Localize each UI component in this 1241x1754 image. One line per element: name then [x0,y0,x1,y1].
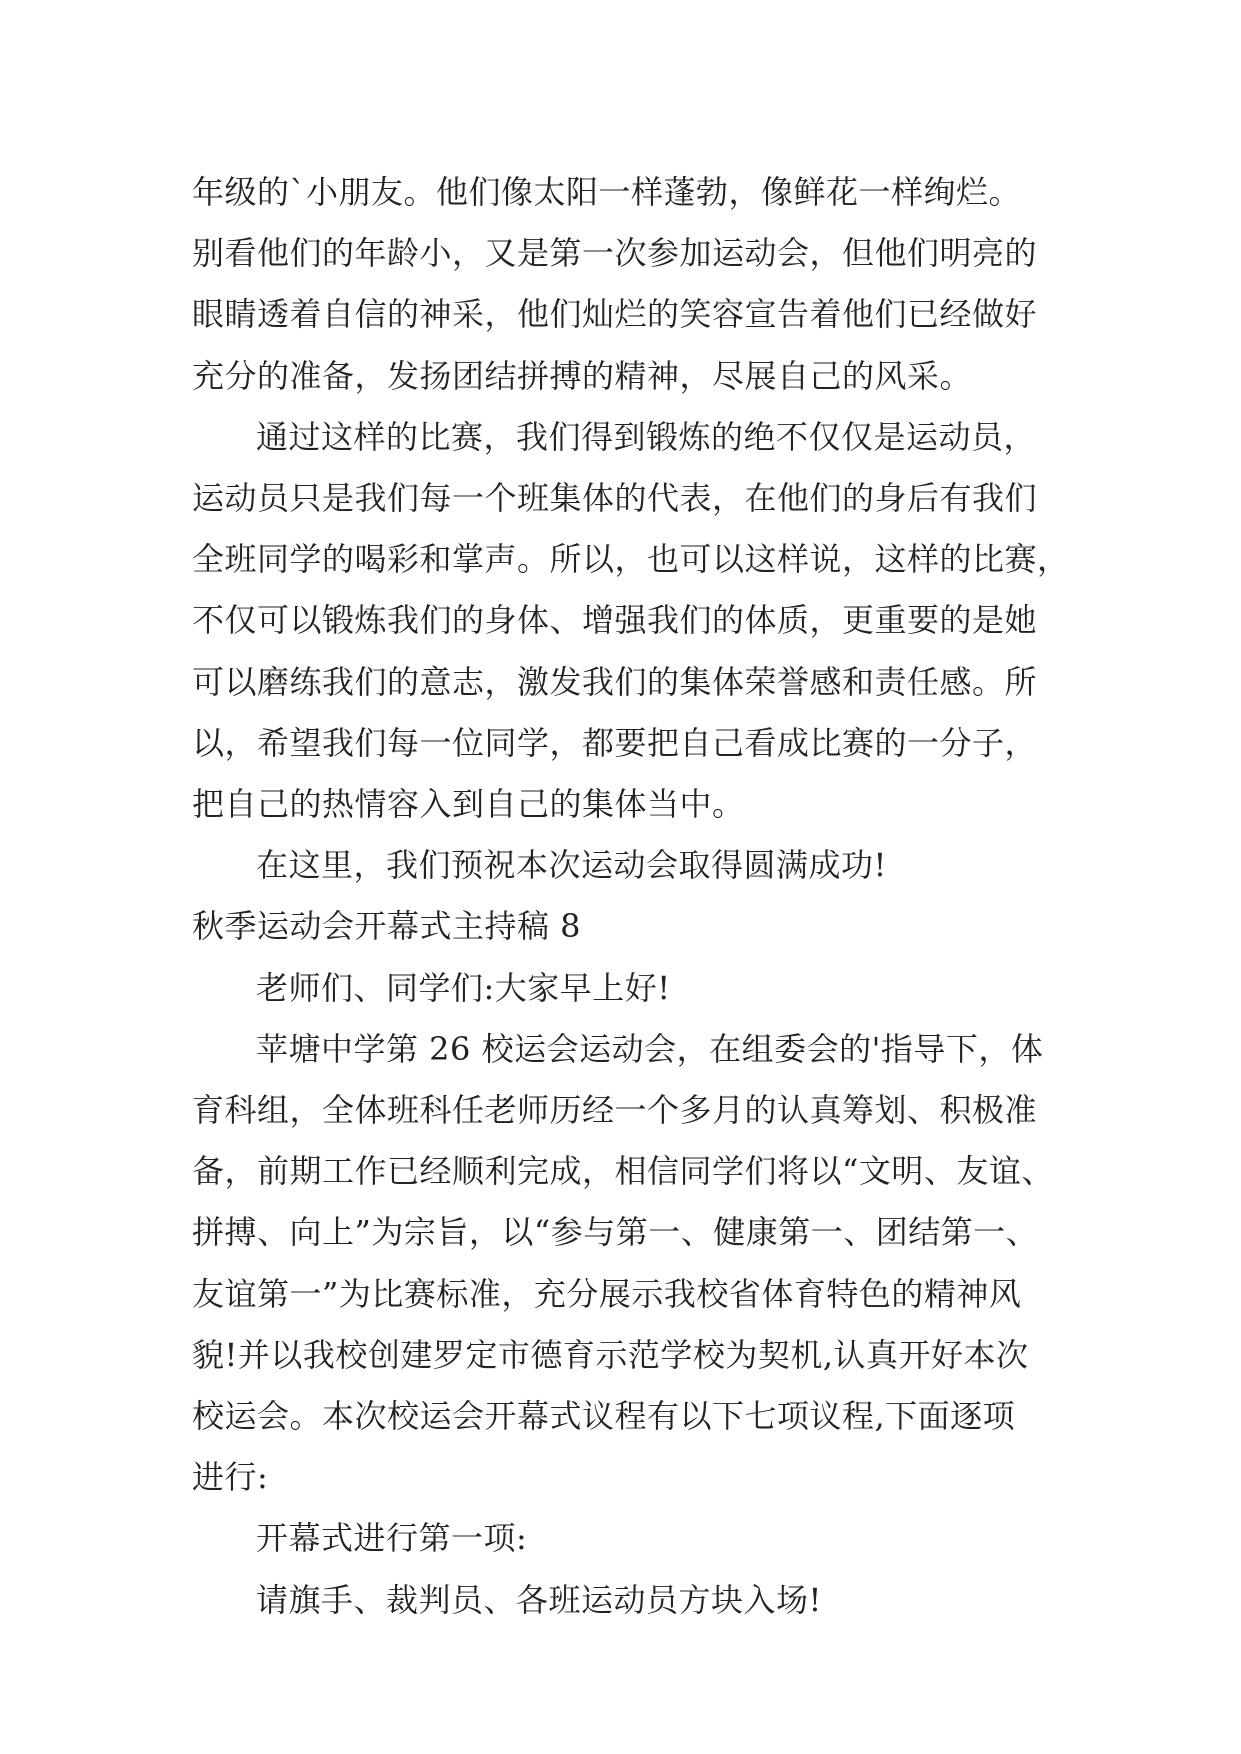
text-line: 育科组，全体班科任老师历经一个多月的认真筹划、积极准 [192,1091,1038,1130]
text-line: 别看他们的年龄小，又是第一次参加运动会，但他们明亮的 [192,234,1038,273]
greeting-paragraph: 老师们、同学们:大家早上好! [256,968,671,1007]
text-line: 不仅可以锻炼我们的身体、增强我们的体质，更重要的是她 [192,601,1038,640]
text-line: 友谊第一”为比赛标准，充分展示我校省体育特色的精神风 [192,1274,1022,1313]
text-line: 拼搏、向上”为宗旨，以“参与第一、健康第一、团结第一、 [192,1213,1039,1252]
agenda-item-1-detail: 请旗手、裁判员、各班运动员方块入场! [256,1580,822,1619]
document-body [192,162,1070,1631]
text-line: 运动员只是我们每一个班集体的代表，在他们的身后有我们 [192,479,1038,518]
text-line: 进行: [192,1458,269,1497]
text-line: 备，前期工作已经顺利完成，相信同学们将以“文明、友谊、 [192,1152,1054,1191]
agenda-item-1: 开幕式进行第一项: [256,1519,528,1558]
competition-paragraph [192,407,1070,835]
wish-paragraph: 在这里，我们预祝本次运动会取得圆满成功! [256,846,887,885]
section-title: 秋季运动会开幕式主持稿 8 [192,907,582,946]
text-line: 眼睛透着自信的神采，他们灿烂的笑容宣告着他们已经做好 [192,295,1038,334]
text-line: 通过这样的比赛，我们得到锻炼的绝不仅仅是运动员， [256,417,1037,456]
text-line: 年级的`小朋友。他们像太阳一样蓬勃，像鲜花一样绚烂。 [192,173,1022,211]
text-line: 校运会。本次校运会开幕式议程有以下七项议程,下面逐项 [192,1397,1016,1436]
text-line: 充分的准备，发扬团结拼搏的精神，尽展自己的风采。 [192,356,973,395]
continued-paragraph [192,162,1052,407]
text-line: 貌!并以我校创建罗定市德育示范学校为契机,认真开好本次 [192,1335,1029,1374]
text-line: 苹塘中学第 26 校运会运动会，在组委会的'指导下，体 [256,1029,1044,1068]
intro-paragraph [192,1019,1052,1509]
text-line: 全班同学的喝彩和掌声。所以，也可以这样说，这样的比赛， [192,540,1070,579]
text-line: 把自己的热情容入到自己的集体当中。 [192,785,745,824]
text-line: 以，希望我们每一位同学，都要把自己看成比赛的一分子， [192,723,1038,762]
text-line: 可以磨练我们的意志，激发我们的集体荣誉感和责任感。所 [192,662,1038,701]
